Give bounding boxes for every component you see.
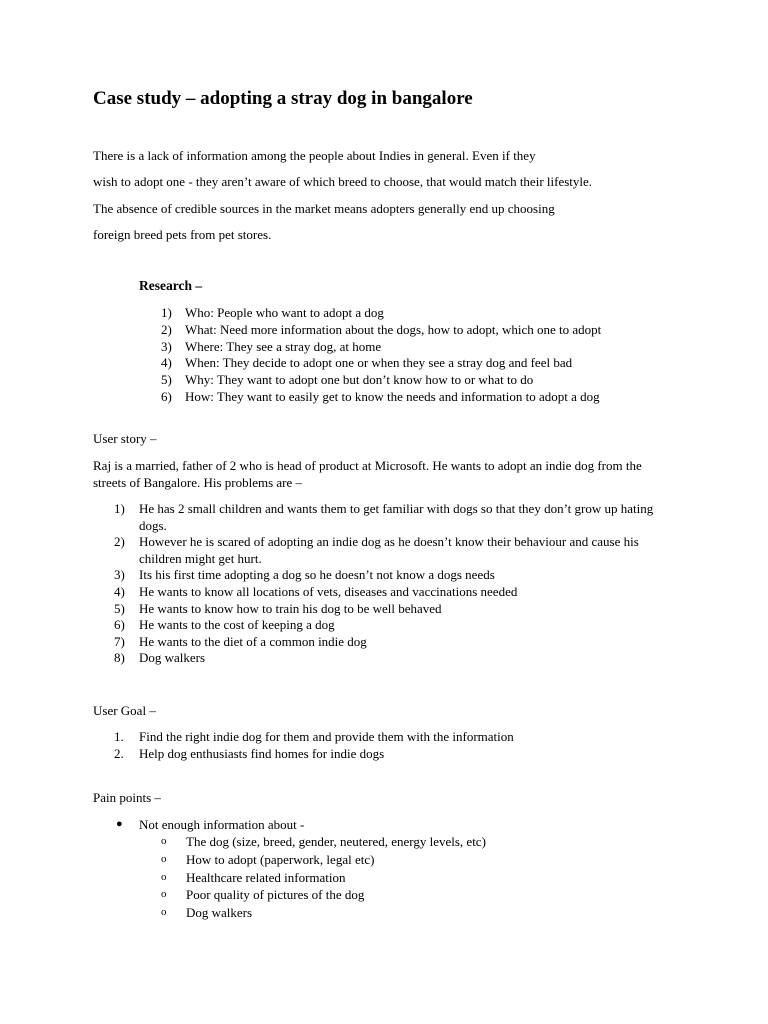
goal-item (93, 729, 653, 746)
problem-item (93, 501, 673, 534)
problem-item (93, 584, 673, 601)
goal-item (93, 746, 653, 763)
pain-sub-item (93, 851, 653, 869)
problem-item (93, 634, 673, 651)
intro-line: wish to adopt one - they aren’t aware of which breed to choose, that would match their lifestyle. (93, 174, 593, 190)
problems-list (93, 501, 673, 667)
list-number: 7) (114, 633, 125, 649)
circle-bullet-icon: o (161, 835, 167, 847)
list-text: He wants to know how to train his dog to be well behaved (139, 600, 442, 616)
intro-paragraph (93, 147, 713, 253)
research-heading: Research – (139, 278, 203, 293)
problem-item (93, 534, 673, 567)
research-item (139, 389, 699, 406)
circle-bullet-icon: o (161, 870, 167, 883)
research-item (139, 339, 699, 356)
research-item (139, 305, 699, 322)
problem-item (93, 650, 673, 667)
problem-item (93, 601, 673, 618)
research-item (139, 322, 699, 339)
list-number: 1) (114, 501, 125, 516)
list-text: Not enough information about - (139, 817, 305, 832)
list-text: Find the right indie dog for them and provide them with the information (139, 729, 514, 744)
list-text: Why: They want to adopt one but don’t know how to or what to do (185, 372, 534, 388)
list-text: He wants to the diet of a common indie dog (139, 633, 367, 649)
list-number: 5) (114, 600, 125, 616)
list-text: Where: They see a stray dog, at home (185, 338, 382, 354)
intro-line: The absence of credible sources in the market means adopters generally end up choosing (93, 200, 555, 216)
list-text: However he is scared of adopting an indie dog as he doesn’t know their behaviour and cause his children might get hurt. (139, 534, 639, 566)
pain-points-list (93, 816, 653, 922)
research-item (139, 355, 699, 372)
list-text: Dog walkers (139, 650, 206, 666)
list-text: Healthcare related information (186, 869, 346, 885)
problem-item (93, 617, 673, 634)
list-number: 8) (114, 650, 125, 666)
user-story-heading: User story – (93, 431, 157, 446)
circle-bullet-icon: o (161, 852, 167, 865)
problem-item (93, 567, 673, 584)
list-number: 4) (161, 355, 172, 371)
list-text: When: They decide to adopt one or when they see a stray dog and feel bad (185, 355, 573, 371)
circle-bullet-icon: o (161, 906, 167, 919)
list-text: Dog walkers (186, 905, 253, 921)
list-number: 2) (161, 321, 172, 337)
pain-sub-item (93, 904, 653, 922)
bullet-icon: ● (116, 818, 123, 830)
pain-sub-item (93, 833, 653, 851)
pain-sub-item (93, 869, 653, 887)
intro-line: There is a lack of information among the people about Indies in general. Even if they (93, 148, 536, 163)
list-text: He wants to the cost of keeping a dog (139, 617, 335, 633)
list-number: 1) (161, 305, 172, 320)
list-text: How to adopt (paperwork, legal etc) (186, 851, 375, 867)
list-number: 4) (114, 583, 125, 599)
list-number: 3) (114, 567, 125, 583)
intro-line: foreign breed pets from pet stores. (93, 227, 272, 243)
list-text: Help dog enthusiasts find homes for indie dogs (139, 745, 385, 761)
list-text: The dog (size, breed, gender, neutered, energy levels, etc) (186, 834, 486, 849)
list-text: Who: People who want to adopt a dog (185, 305, 384, 320)
circle-bullet-icon: o (161, 888, 167, 901)
list-number: 6) (161, 388, 172, 404)
pain-bullet-item (93, 816, 653, 833)
user-goal-list (93, 729, 653, 763)
list-text: Its his first time adopting a dog so he doesn’t not know a dogs needs (139, 567, 495, 583)
user-goal-heading: User Goal – (93, 703, 156, 718)
list-text: Poor quality of pictures of the dog (186, 887, 365, 903)
list-text: How: They want to easily get to know the needs and information to adopt a dog (185, 388, 600, 404)
list-number: 1. (114, 729, 124, 744)
list-number: 3) (161, 338, 172, 354)
list-text: He has 2 small children and wants them to get familiar with dogs so that they don’t grow up hating dogs. (139, 501, 654, 533)
list-number: 6) (114, 617, 125, 633)
user-story-paragraph: Raj is a married, father of 2 who is head of product at Microsoft. He wants to adopt an indie dog from the streets of Bangalore. His problems are – (93, 458, 642, 490)
pain-sub-item (93, 886, 653, 904)
page-title: Case study – adopting a stray dog in bangalore (93, 88, 473, 109)
list-text: What: Need more information about the dogs, how to adopt, which one to adopt (185, 321, 602, 337)
research-item (139, 372, 699, 389)
list-text: He wants to know all locations of vets, diseases and vaccinations needed (139, 583, 518, 599)
list-number: 5) (161, 372, 172, 388)
list-number: 2. (114, 745, 124, 761)
pain-points-heading: Pain points – (93, 790, 161, 805)
list-number: 2) (114, 534, 125, 550)
research-list (139, 305, 699, 406)
